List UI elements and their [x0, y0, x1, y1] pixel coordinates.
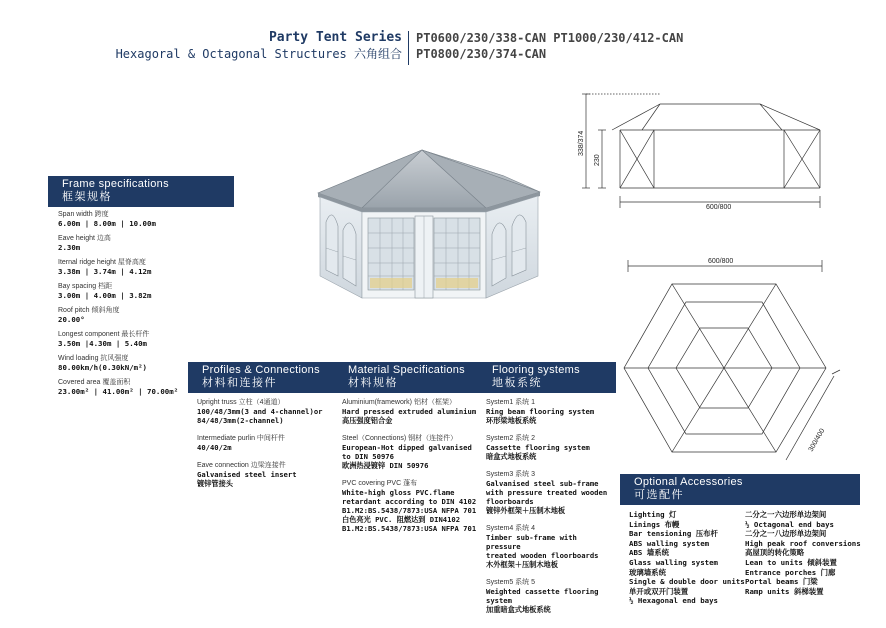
list-item: Bar tensioning 压布杆	[629, 529, 718, 539]
side-elevation-drawing	[572, 92, 832, 212]
page-title: Party Tent Series	[268, 30, 402, 45]
list-item: ABS 墙系统	[629, 548, 669, 558]
tent-illustration	[314, 148, 546, 308]
frame-spec-title-zh: 框架规格	[62, 191, 112, 203]
list-item: Wind loading 抗风强度 80.00km/h(0.30kN/m²)	[58, 355, 147, 372]
top-view-drawing	[612, 256, 852, 472]
list-item: Linings 布幔	[629, 519, 680, 529]
accessories-title: Optional Accessories	[634, 476, 743, 488]
list-item: Lean to units 倾斜装置	[745, 557, 837, 567]
title-divider	[408, 31, 409, 65]
list-item: Eave height 边高 2.30m	[58, 235, 111, 252]
list-item: Steel（Connections) 钢材（连接件） European-Hot dipped galvanised to DIN 50976 欧洲热浸镀锌 DIN 50976	[342, 435, 472, 470]
dim-top-width: 600/800	[708, 258, 734, 265]
list-item: Upright truss 立柱（4通道） 100/48/3mm(3 and 4-channel)or 84/48/3mm(2-channel)	[197, 399, 323, 425]
list-item: Single & double door units	[629, 577, 745, 587]
list-item: Aluminium(framework) 铝材（框架） Hard pressed extruded aluminium 高压强度铝合金	[342, 399, 477, 425]
material-title-zh: 材料规格	[348, 377, 398, 389]
list-item: PVC covering PVC 蓬布 White-high gloss PVC.flame retardant according to DIN 4102 B1.M2:BS.5438/7873:USA NFPA 701 白色亮光 PVC. 阻燃达到 DIN4102 B1.M2:BS.5438/7873:USA NFPA 701	[342, 480, 477, 533]
list-item: Entrance porches 门廊	[745, 567, 836, 577]
accessories-left-list	[629, 510, 745, 606]
list-item: System1 系统 1 Ring beam flooring system 环形梁地板系统	[486, 399, 595, 425]
flooring-title-zh: 地板系统	[492, 377, 542, 389]
list-item: Lighting 灯	[629, 510, 677, 519]
dim-side-width: 600/800	[706, 204, 732, 211]
frame-spec-title: Frame specifications	[62, 178, 169, 190]
list-item: 二分之一六边形单边架间	[745, 510, 827, 519]
model-codes-line2: PT0800/230/374-CAN	[416, 47, 547, 61]
model-codes-line1: PT0600/230/338-CAN PT1000/230/412-CAN	[416, 31, 684, 45]
list-item: Covered area 覆盖面积 23.00m² | 41.00m² | 70.00m²	[58, 379, 179, 396]
list-item: System3 系统 3 Galvanised steel sub-frame with pressure treated wooden floorboards 镀锌外框架＋压制木地板	[486, 471, 608, 515]
list-item: Roof pitch 倾斜角度 20.00°	[58, 307, 120, 324]
list-item: System2 系统 2 Cassette flooring system 暗盒式地板系统	[486, 435, 590, 461]
list-item: Portal beams 门梁	[745, 577, 818, 587]
profiles-title-zh: 材料和连接件	[202, 377, 277, 389]
dim-eave-height: 230	[594, 154, 601, 166]
profiles-list	[197, 398, 337, 497]
list-item: Glass walling system	[629, 557, 718, 567]
dim-total-height: 338/374	[578, 130, 585, 156]
list-item: Intermediate purlin 中间杆件 40/40/2m	[197, 435, 285, 452]
list-item: 高屋顶的转化策略	[745, 548, 805, 558]
list-item: ½ Hexagonal end bays	[629, 596, 718, 606]
list-item: Bay spacing 档距 3.00m | 4.00m | 3.82m	[58, 283, 152, 300]
list-item: ABS walling system	[629, 538, 710, 548]
list-item: 二分之一八边形单边架间	[745, 529, 827, 539]
list-item: High peak roof conversions	[745, 538, 861, 548]
accessories-title-zh: 可选配件	[634, 489, 684, 501]
model-codes	[416, 30, 683, 62]
page-subtitle: Hexagoral & Octagonal Structures 六角组合	[115, 47, 402, 61]
dim-top-side: 300/400	[807, 427, 827, 453]
material-title: Material Specifications	[348, 364, 465, 376]
list-item: System4 系统 4 Timber sub-frame with pressure treated wooden floorboards 木外框架＋压制木地板	[486, 525, 599, 569]
list-item: Eave connection 边梁连接件 Galvanised steel insert 镀锌管接头	[197, 462, 297, 488]
profiles-title: Profiles & Connections	[202, 364, 320, 376]
frame-spec-list	[58, 210, 193, 402]
list-item: Iternal ridge height 屋脊高度 3.38m | 3.74m | 4.12m	[58, 259, 152, 276]
flooring-title: Flooring systems	[492, 364, 580, 376]
list-item: ½ Octagonal end bays	[745, 519, 834, 529]
list-item: 玻璃墙系统	[629, 567, 666, 577]
list-item: Ramp units 斜梯装置	[745, 586, 824, 596]
accessories-header	[620, 474, 860, 505]
list-item: Span width 跨度 6.00m | 8.00m | 10.00m	[58, 211, 156, 228]
frame-spec-header	[48, 176, 234, 207]
flooring-header	[478, 362, 616, 393]
accessories-right-list	[745, 510, 875, 596]
list-item: Longest component 最长杆件 3.50m |4.30m | 5.40m	[58, 331, 150, 348]
profiles-header	[188, 362, 348, 393]
material-header	[334, 362, 496, 393]
flooring-list	[486, 398, 614, 623]
material-list	[342, 398, 482, 542]
list-item: 单开或双开门装置	[629, 586, 689, 596]
list-item: System5 系统 5 Weighted cassette flooring system 加重暗盒式地板系统	[486, 579, 599, 614]
title-block	[0, 30, 402, 62]
